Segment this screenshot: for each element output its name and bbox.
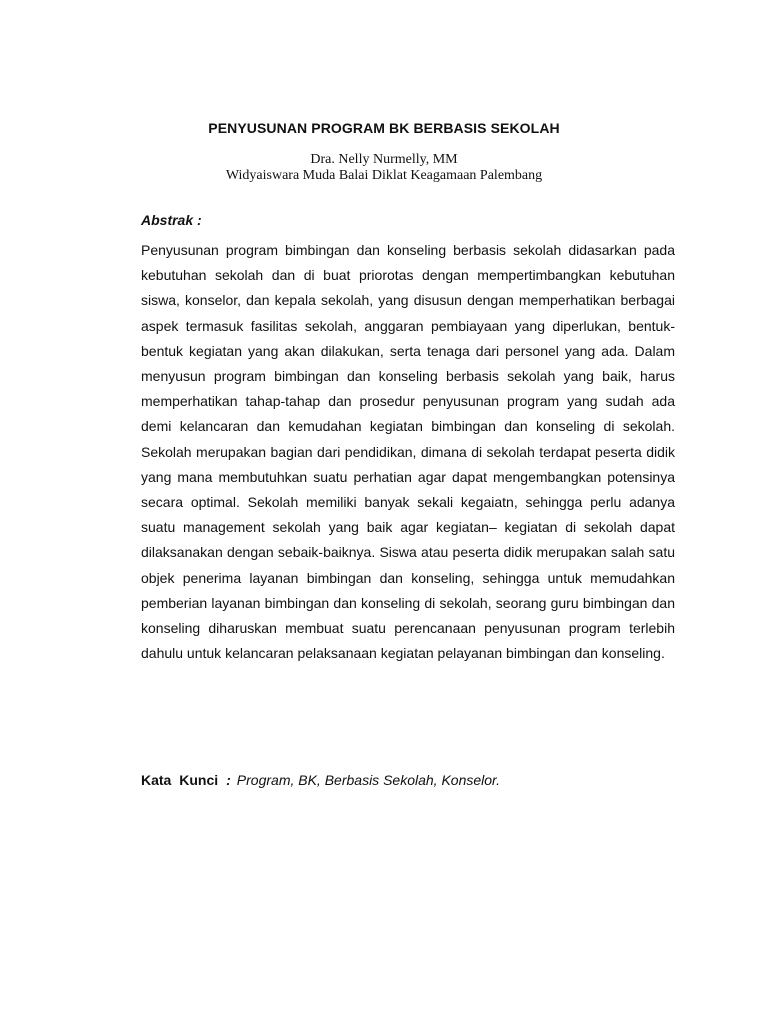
author-name: Dra. Nelly Nurmelly, MM xyxy=(310,152,458,167)
keywords-label: Kata Kunci xyxy=(141,772,219,788)
paper-title: PENYUSUNAN PROGRAM BK BERBASIS SEKOLAH xyxy=(208,120,560,136)
abstract-heading: Abstrak : xyxy=(141,212,202,228)
author-block xyxy=(0,152,768,184)
keywords-value: Program, BK, Berbasis Sekolah, Konselor. xyxy=(236,772,501,788)
author-affiliation: Widyaiswara Muda Balai Diklat Keagamaan Palembang xyxy=(225,168,543,183)
abstract-text: Penyusunan program bimbingan dan konseling berbasis sekolah didasarkan pada kebutuhan sekolah dan di buat priorotas dengan mempertimbangkan kebutuhan siswa, konselor, dan kepala sekolah, yang disusun dengan memperhatikan berbagai aspek termasuk fasilitas sekolah, anggaran pembiayaan yang diperlukan, bentuk-bentuk kegiatan yang akan dilakukan, serta tenaga dari personel yang ada. Dalam menyusun program bimbingan dan konseling berbasis sekolah yang baik, harus memperhatikan tahap-tahap dan prosedur penyusunan program yang sudah ada demi kelancaran dan kemudahan kegiatan bimbingan dan konseling di sekolah. Sekolah merupakan bagian dari pendidikan, dimana di sekolah terdapat peserta didik yang mana membutuhkan suatu perhatian agar dapat mengembangkan potensinya secara optimal. Sekolah memiliki banyak sekali kegaiatn, sehingga perlu adanya suatu management sekolah yang baik agar kegiatan– kegiatan di sekolah dapat dilaksanakan dengan sebaik-baiknya. Siswa atau peserta didik merupakan salah satu objek penerima layanan bimbingan dan konseling, sehingga untuk memudahkan pemberian layanan bimbingan dan konseling di sekolah, seorang guru bimbingan dan konseling diharuskan membuat suatu perencanaan penyusunan program terlebih dahulu untuk kelancaran pelaksanaan kegiatan pelayanan bimbingan dan konseling. xyxy=(141,242,675,662)
keywords-line xyxy=(141,772,675,788)
keywords-separator: : xyxy=(226,772,231,788)
